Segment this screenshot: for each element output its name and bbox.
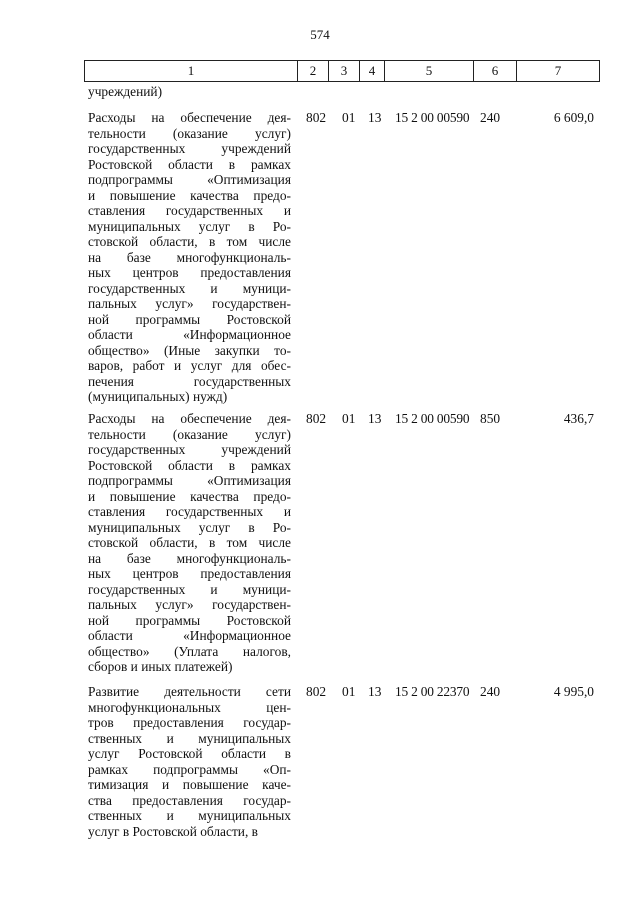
description-line: Ростовской области в рамках xyxy=(88,457,291,473)
description-line: тров предоставления государ- xyxy=(88,715,291,730)
description-line: Развитие деятельности сети xyxy=(88,684,291,699)
row-description xyxy=(88,684,291,839)
description-line: общество» (Иные закупки то- xyxy=(88,342,291,358)
section-code: 01 xyxy=(342,684,356,699)
expense-type-code: 850 xyxy=(480,411,501,426)
description-line: Ростовской области в рамках xyxy=(88,156,291,172)
description-line: ственных и муниципальных xyxy=(88,808,291,823)
target-article-code: 15 2 00 22370 xyxy=(395,684,470,699)
description-line: государственных и муници- xyxy=(88,581,291,597)
description-line: многофункциональных цен- xyxy=(88,699,291,715)
description-line: рамках подпрограммы «Оп- xyxy=(88,761,291,777)
description-line: ной программы Ростовской xyxy=(88,311,291,327)
description-line: и повышение качества предо- xyxy=(88,488,291,504)
subsection-code: 13 xyxy=(368,110,382,125)
description-line: ставления государственных и xyxy=(88,504,291,519)
row-description xyxy=(88,110,291,405)
description-line: печения государственных xyxy=(88,373,291,389)
description-line: общество» (Уплата налогов, xyxy=(88,643,291,659)
header-col-3: 3 xyxy=(329,61,360,82)
page-number: 574 xyxy=(310,27,330,42)
subsection-code: 13 xyxy=(368,411,382,426)
description-line: муниципальных услуг в Ро- xyxy=(88,519,291,535)
ministry-code: 802 xyxy=(306,110,327,125)
section-code: 01 xyxy=(342,110,356,125)
ministry-code: 802 xyxy=(306,684,327,699)
description-line: пальных услуг» государствен- xyxy=(88,296,291,311)
description-line: стовской области, в том числе xyxy=(88,535,291,550)
expense-type-code: 240 xyxy=(480,684,501,699)
table-header xyxy=(84,60,600,82)
amount: 436,7 xyxy=(563,411,594,426)
description-line: муниципальных услуг в Ро- xyxy=(88,218,291,234)
target-article-code: 15 2 00 00590 xyxy=(395,411,470,426)
description-line: тимизация и повышение каче- xyxy=(88,777,291,792)
ministry-code: 802 xyxy=(306,411,327,426)
description-line: на базе многофункциональ- xyxy=(88,249,291,265)
description-line: области «Информационное xyxy=(88,327,291,342)
description-line: (муниципальных) нужд) xyxy=(88,389,228,404)
description-line: услуг Ростовской области в xyxy=(88,746,291,761)
description-line: сборов и иных платежей) xyxy=(88,659,233,674)
target-article-code: 15 2 00 00590 xyxy=(395,110,470,125)
description-line: Расходы на обеспечение дея- xyxy=(88,411,291,426)
header-col-4: 4 xyxy=(360,61,385,82)
description-line: подпрограммы «Оптимизация xyxy=(88,172,291,187)
continuation-text: учреждений) xyxy=(88,84,163,99)
header-col-2: 2 xyxy=(298,61,329,82)
row-description xyxy=(88,411,291,675)
description-line: подпрограммы «Оптимизация xyxy=(88,473,291,488)
header-col-7: 7 xyxy=(517,61,600,82)
description-line: тельности (оказание услуг) xyxy=(88,426,291,442)
header-col-6: 6 xyxy=(474,61,517,82)
description-line: ставления государственных и xyxy=(88,203,291,218)
description-line: на базе многофункциональ- xyxy=(88,550,291,566)
description-line: варов, работ и услуг для обес- xyxy=(88,358,291,373)
description-line: области «Информационное xyxy=(88,628,291,643)
description-line: услуг в Ростовской области, в xyxy=(88,823,258,839)
description-line: тельности (оказание услуг) xyxy=(88,125,291,141)
description-line: государственных учреждений xyxy=(88,442,291,457)
description-line: ственных и муниципальных xyxy=(88,730,291,746)
header-col-1: 1 xyxy=(85,61,298,82)
section-code: 01 xyxy=(342,411,356,426)
description-line: стовской области, в том числе xyxy=(88,234,291,249)
amount: 4 995,0 xyxy=(553,684,594,699)
description-line: пальных услуг» государствен- xyxy=(88,597,291,612)
description-line: ной программы Ростовской xyxy=(88,612,291,628)
subsection-code: 13 xyxy=(368,684,382,699)
description-line: государственных учреждений xyxy=(88,141,291,156)
description-line: государственных и муници- xyxy=(88,280,291,296)
description-line: ства предоставления государ- xyxy=(88,792,291,808)
expense-type-code: 240 xyxy=(480,110,501,125)
description-line: Расходы на обеспечение дея- xyxy=(88,110,291,125)
description-line: и повышение качества предо- xyxy=(88,187,291,203)
description-line: ных центров предоставления xyxy=(88,265,291,280)
header-col-5: 5 xyxy=(385,61,474,82)
amount: 6 609,0 xyxy=(553,110,594,125)
description-line: ных центров предоставления xyxy=(88,566,291,581)
